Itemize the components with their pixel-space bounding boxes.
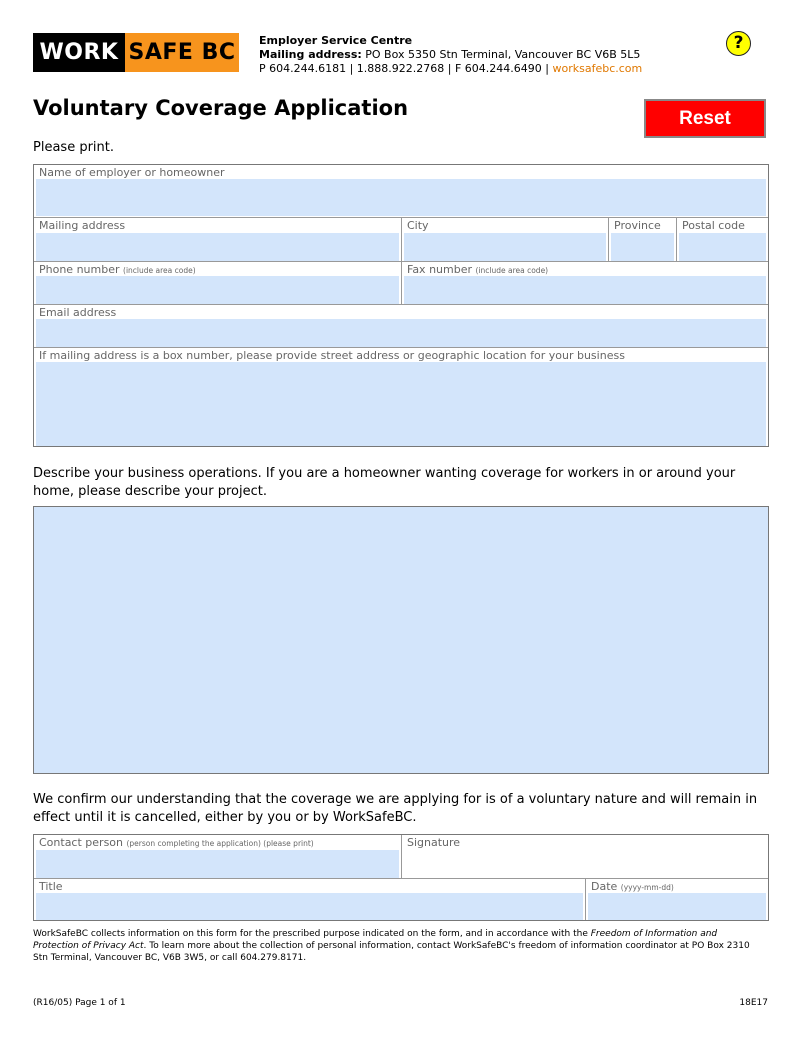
mailing-address-label: Mailing address: bbox=[259, 48, 362, 61]
fax-label-note: (include area code) bbox=[475, 266, 549, 275]
title-field[interactable] bbox=[36, 893, 583, 920]
title-label: Title bbox=[39, 880, 63, 893]
employer-name-label: Name of employer or homeowner bbox=[39, 166, 225, 179]
phone-label bbox=[39, 263, 196, 276]
fax-field[interactable] bbox=[404, 276, 766, 304]
phone-label-text: Phone number bbox=[39, 263, 120, 276]
phone-cell bbox=[34, 262, 401, 304]
fax-label bbox=[407, 263, 548, 276]
page-title: Voluntary Coverage Application bbox=[33, 96, 409, 120]
province-cell bbox=[609, 218, 676, 261]
mailing-address-field-label: Mailing address bbox=[39, 219, 126, 232]
contact-block bbox=[259, 34, 642, 76]
fax-label-text: Fax number bbox=[407, 263, 472, 276]
logo-work-text: WORK bbox=[39, 40, 119, 65]
city-cell bbox=[402, 218, 608, 261]
mailing-address-value: PO Box 5350 Stn Terminal, Vancouver BC V6B 5L5 bbox=[365, 48, 641, 61]
signature-cell bbox=[402, 835, 768, 878]
signature-area[interactable] bbox=[404, 850, 766, 878]
employer-name-cell bbox=[34, 165, 768, 217]
email-field[interactable] bbox=[36, 319, 766, 347]
province-field[interactable] bbox=[611, 233, 674, 261]
signature-section bbox=[33, 834, 769, 921]
confirmation-statement: We confirm our understanding that the coverage we are applying for is of a voluntary nature and will remain in effect until it is cancelled, either by you or by WorkSafeBC. bbox=[33, 792, 758, 825]
email-cell bbox=[34, 305, 768, 347]
employer-details-section bbox=[33, 164, 769, 447]
mailing-address-line bbox=[259, 48, 642, 62]
fax-cell bbox=[402, 262, 768, 304]
date-label-text: Date bbox=[591, 880, 618, 893]
title-cell bbox=[34, 879, 585, 920]
email-label: Email address bbox=[39, 306, 117, 319]
province-label: Province bbox=[614, 219, 661, 232]
service-centre-heading: Employer Service Centre bbox=[259, 34, 413, 47]
street-address-field[interactable] bbox=[36, 362, 766, 446]
street-address-label: If mailing address is a box number, please provide street address or geographic location for your business bbox=[39, 349, 625, 362]
privacy-part2: . To learn more about the collection of personal information, contact WorkSafeBC's freedom of information coordinator at PO Box 2310 Stn Terminal, Vancouver BC, V6B 3W5, or call 604.279.8171. bbox=[33, 941, 750, 963]
worksafebc-logo bbox=[33, 33, 239, 72]
phone-numbers: P 604.244.6181 | 1.888.922.2768 | F 604.244.6490 | bbox=[259, 62, 549, 75]
postal-code-label: Postal code bbox=[682, 219, 745, 232]
describe-instructions: Describe your business operations. If you are a homeowner wanting coverage for workers in or around your home, please describe your project. bbox=[33, 466, 736, 499]
city-field[interactable] bbox=[404, 233, 606, 261]
signature-label: Signature bbox=[407, 836, 461, 849]
phone-line bbox=[259, 62, 642, 76]
street-address-cell bbox=[34, 348, 768, 446]
postal-code-field[interactable] bbox=[679, 233, 766, 261]
postal-code-cell bbox=[677, 218, 768, 261]
website-link[interactable]: worksafebc.com bbox=[552, 62, 643, 75]
logo-safe-text: SAFE BC bbox=[125, 33, 239, 72]
business-operations-field[interactable] bbox=[33, 506, 769, 774]
mailing-address-field[interactable] bbox=[36, 233, 399, 261]
date-label bbox=[591, 880, 674, 893]
contact-person-field[interactable] bbox=[36, 850, 399, 878]
reset-button[interactable]: Reset bbox=[644, 99, 766, 138]
help-icon[interactable]: ? bbox=[726, 31, 751, 56]
date-format-note: (yyyy-mm-dd) bbox=[620, 883, 674, 892]
contact-person-label bbox=[39, 836, 314, 849]
employer-name-field[interactable] bbox=[36, 179, 766, 216]
privacy-part1: WorkSafeBC collects information on this form for the prescribed purpose indicated on the form, and in accordance with the bbox=[33, 929, 588, 939]
contact-person-note: (person completing the application) (please print) bbox=[126, 839, 314, 848]
contact-person-label-text: Contact person bbox=[39, 836, 123, 849]
date-field[interactable] bbox=[588, 893, 766, 920]
phone-label-note: (include area code) bbox=[123, 266, 196, 275]
mailing-address-cell bbox=[34, 218, 401, 261]
phone-field[interactable] bbox=[36, 276, 399, 304]
form-number: 18E17 bbox=[739, 998, 768, 1008]
form-revision-page: (R16/05) Page 1 of 1 bbox=[33, 998, 126, 1008]
please-print-note: Please print. bbox=[33, 140, 114, 155]
city-label: City bbox=[407, 219, 429, 232]
date-cell bbox=[586, 879, 768, 920]
privacy-act-name: Freedom of Information and Protection of Privacy Act bbox=[33, 929, 718, 951]
privacy-notice bbox=[33, 928, 763, 964]
contact-person-cell bbox=[34, 835, 401, 878]
